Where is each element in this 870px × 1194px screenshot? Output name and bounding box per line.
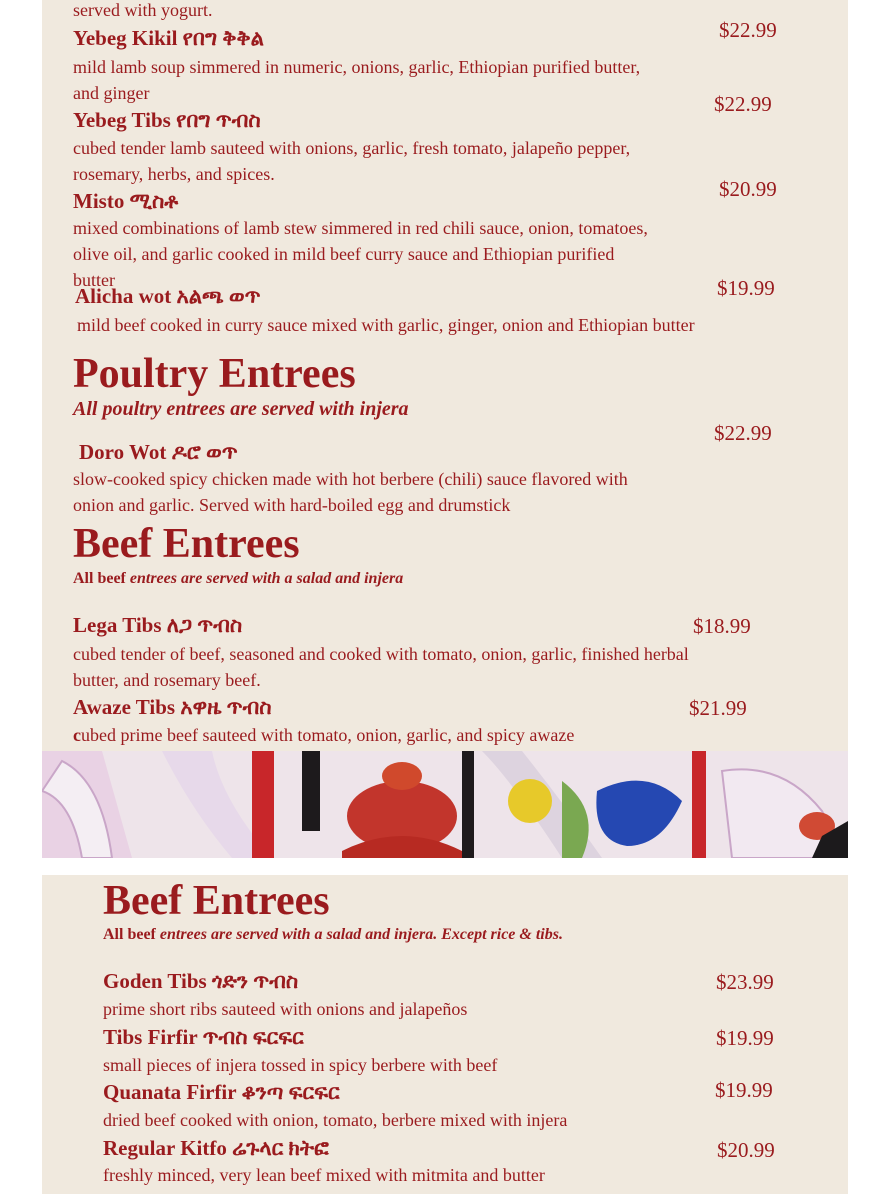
section-note-lead bbox=[103, 926, 563, 944]
menu-item-price: $23.99 bbox=[716, 970, 774, 994]
desc-first-letter: c bbox=[73, 725, 81, 745]
menu-item-name: Quanata Firfir ቆንጣ ፍርፍር bbox=[103, 1080, 340, 1104]
item-description: dried beef cooked with onion, tomato, berbere mixed with injera bbox=[103, 1110, 568, 1130]
menu-item-price: $20.99 bbox=[719, 177, 777, 201]
item-description: butter bbox=[73, 270, 115, 290]
item-description: small pieces of injera tossed in spicy berbere with beef bbox=[103, 1055, 498, 1075]
section-heading-beef: Beef Entrees bbox=[73, 521, 300, 567]
note-lead-text: All beef bbox=[73, 570, 126, 587]
note-italic-text: entrees are served with a salad and injera bbox=[129, 570, 404, 587]
item-description: cubed tender of beef, seasoned and cooked with tomato, onion, garlic, finished herbal bbox=[73, 644, 689, 664]
menu-item-price: $19.99 bbox=[716, 1026, 774, 1050]
section-heading-beef-2: Beef Entrees bbox=[103, 878, 330, 924]
menu-item-name: Goden Tibs ጎድን ጥብስ bbox=[103, 969, 299, 993]
item-description bbox=[73, 722, 574, 748]
item-description: butter, and rosemary beef. bbox=[73, 670, 261, 690]
menu-item-price: $20.99 bbox=[717, 1138, 775, 1162]
item-description: and ginger bbox=[73, 83, 150, 103]
desc-rest: ubed prime beef sauteed with tomato, onion, garlic, and spicy awaze bbox=[81, 725, 575, 745]
menu-item-price: $19.99 bbox=[717, 276, 775, 300]
menu-item-name: Alicha wot አልጫ ወጥ bbox=[75, 284, 261, 308]
menu-item-name: Yebeg Tibs የበግ ጥብስ bbox=[73, 108, 261, 132]
decorative-painting bbox=[42, 751, 848, 858]
menu-item-name: Misto ሚስቶ bbox=[73, 189, 179, 213]
menu-item-name: Tibs Firfir ጥብስ ፍርፍር bbox=[103, 1025, 304, 1049]
menu-item-price: $18.99 bbox=[693, 614, 751, 638]
menu-item-name: Yebeg Kikil የበግ ቅቅል bbox=[73, 26, 264, 50]
item-description: olive oil, and garlic cooked in mild beef curry sauce and Ethiopian purified bbox=[73, 244, 615, 264]
menu-item-price: $19.99 bbox=[715, 1078, 773, 1102]
item-description: mild beef cooked in curry sauce mixed with garlic, ginger, onion and Ethiopian butter bbox=[77, 315, 695, 335]
item-description: onion and garlic. Served with hard-boiled egg and drumstick bbox=[73, 495, 511, 515]
item-description: mixed combinations of lamb stew simmered in red chili sauce, onion, tomatoes, bbox=[73, 218, 648, 238]
item-description: mild lamb soup simmered in numeric, onions, garlic, Ethiopian purified butter, bbox=[73, 57, 641, 77]
menu-item-price: $22.99 bbox=[714, 92, 772, 116]
note-italic-text: entrees are served with a salad and injera. Except rice & tibs. bbox=[159, 926, 563, 943]
section-note-lead bbox=[73, 570, 403, 588]
item-description: rosemary, herbs, and spices. bbox=[73, 164, 275, 184]
item-description: freshly minced, very lean beef mixed with mitmita and butter bbox=[103, 1165, 545, 1185]
menu-item-name: Lega Tibs ለጋ ጥብስ bbox=[73, 613, 243, 637]
menu-item-name: Regular Kitfo ሬጉላር ክትፎ bbox=[103, 1136, 329, 1160]
menu-item-price: $22.99 bbox=[719, 18, 777, 42]
section-heading-poultry: Poultry Entrees bbox=[73, 351, 356, 397]
note-lead-text: All beef bbox=[103, 926, 156, 943]
menu-item-name: Doro Wot ዶሮ ወጥ bbox=[79, 440, 238, 464]
item-description: cubed tender lamb sauteed with onions, garlic, fresh tomato, jalapeño pepper, bbox=[73, 138, 631, 158]
item-description: slow-cooked spicy chicken made with hot berbere (chili) sauce flavored with bbox=[73, 469, 628, 489]
menu-item-price: $22.99 bbox=[714, 421, 772, 445]
section-note: All poultry entrees are served with injera bbox=[73, 398, 409, 420]
painting-illustration bbox=[42, 751, 848, 858]
item-description: served with yogurt. bbox=[73, 0, 213, 20]
menu-item-name: Awaze Tibs አዋዜ ጥብስ bbox=[73, 695, 272, 719]
menu-item-price: $21.99 bbox=[689, 696, 747, 720]
item-description: prime short ribs sauteed with onions and jalapeños bbox=[103, 999, 468, 1019]
